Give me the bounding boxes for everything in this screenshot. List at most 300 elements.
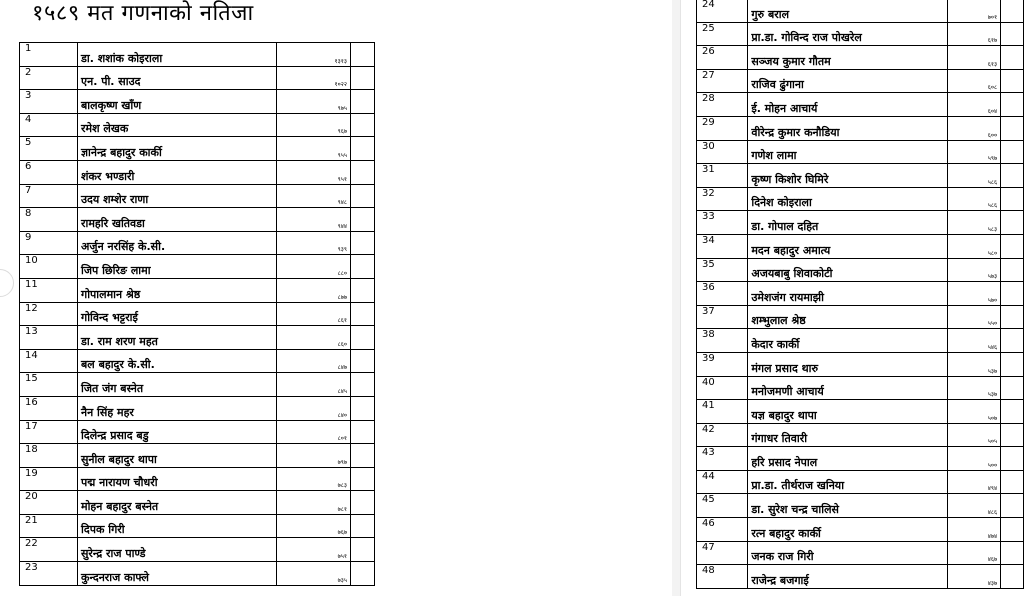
- blank-cell: [351, 562, 375, 586]
- rank-cell: [697, 234, 748, 258]
- rank-cell: [20, 113, 78, 137]
- candidate-name: सञ्जय कुमार गौतम: [751, 54, 831, 68]
- rank-cell: [697, 0, 748, 22]
- candidate-name: पद्म नारायण चौधरी: [81, 476, 158, 490]
- votes-cell: [947, 329, 1000, 353]
- rank-number: 21: [25, 514, 38, 526]
- candidate-name: मदन बहादुर अमात्य: [751, 243, 831, 257]
- votes-cell: [277, 43, 351, 67]
- blank-cell: [1001, 116, 1024, 140]
- votes-cell: [277, 66, 351, 90]
- blank-cell: [1001, 0, 1024, 22]
- votes-cell: [947, 69, 1000, 93]
- candidate-cell: [78, 373, 277, 397]
- results-table-right: [696, 0, 1024, 589]
- blank-cell: [351, 184, 375, 208]
- vote-count: ७३५: [337, 576, 347, 584]
- rank-cell: [20, 562, 78, 586]
- rank-number: 17: [25, 420, 38, 432]
- table-row: [20, 373, 375, 397]
- candidate-cell: [748, 258, 948, 282]
- rank-number: 5: [25, 137, 32, 149]
- rank-number: 1: [25, 43, 32, 54]
- rank-cell: [20, 326, 78, 350]
- candidate-cell: [748, 329, 948, 353]
- blank-cell: [351, 113, 375, 137]
- rank-cell: [697, 305, 748, 329]
- table-row: [697, 0, 1024, 22]
- blank-cell: [351, 43, 375, 67]
- vote-count: ६००: [987, 131, 998, 139]
- candidate-cell: [748, 234, 948, 258]
- rank-cell: [697, 69, 748, 93]
- blank-cell: [351, 514, 375, 538]
- rank-number: 36: [702, 282, 715, 294]
- blank-cell: [1001, 494, 1024, 518]
- candidate-name: कृष्ण किशोर घिमिरे: [751, 172, 829, 186]
- table-row: [20, 420, 375, 444]
- vote-count: ५८३: [987, 225, 998, 233]
- candidate-cell: [78, 491, 277, 515]
- votes-cell: [947, 518, 1000, 542]
- candidate-name: वीरेन्द्र कुमार कनौडिया: [751, 125, 840, 139]
- rank-cell: [697, 258, 748, 282]
- rank-cell: [20, 538, 78, 562]
- vote-count: १३१३: [334, 57, 347, 65]
- vote-count: ८०१: [337, 435, 347, 443]
- candidate-name: गोविन्द भट्टराई: [81, 311, 138, 325]
- blank-cell: [351, 137, 375, 161]
- vote-count: ५८६: [987, 202, 998, 210]
- candidate-name: मोहन बहादुर बस्नेत: [81, 499, 159, 513]
- blank-cell: [1001, 518, 1024, 542]
- candidate-name: गुरु बराल: [751, 7, 790, 21]
- votes-cell: [277, 302, 351, 326]
- rank-cell: [20, 255, 78, 279]
- candidate-name: रत्न बहादुर कार्की: [751, 526, 821, 540]
- blank-cell: [1001, 541, 1024, 565]
- rank-number: 10: [25, 255, 38, 267]
- candidate-cell: [78, 420, 277, 444]
- votes-cell: [947, 164, 1000, 188]
- vote-count: ५९७: [987, 155, 998, 163]
- table-row: [697, 565, 1024, 589]
- candidate-name: दिपक गिरी: [81, 523, 125, 537]
- candidate-name: डा. गोपाल दहित: [751, 219, 819, 233]
- rank-number: 12: [25, 302, 38, 314]
- blank-cell: [1001, 22, 1024, 46]
- blank-cell: [351, 467, 375, 491]
- candidate-name: शम्भुलाल श्रेष्ठ: [751, 314, 806, 328]
- table-row: [697, 211, 1024, 235]
- candidate-cell: [748, 376, 948, 400]
- rank-cell: [697, 423, 748, 447]
- rank-number: 9: [25, 231, 32, 243]
- candidate-name: प्रा.डा. तीर्थराज खनिया: [751, 479, 845, 493]
- rank-number: 26: [702, 46, 715, 58]
- vote-count: ८६०: [337, 340, 347, 348]
- blank-cell: [351, 538, 375, 562]
- candidate-name: रमेश लेखक: [81, 122, 129, 136]
- rank-cell: [697, 211, 748, 235]
- candidate-name: मंगल प्रसाद थारु: [751, 361, 819, 375]
- table-row: [20, 160, 375, 184]
- votes-cell: [947, 187, 1000, 211]
- vote-count: ४९४: [987, 485, 998, 493]
- vote-count: ४६७: [987, 556, 998, 564]
- candidate-name: सुनील बहादुर थापा: [81, 452, 157, 466]
- blank-cell: [351, 326, 375, 350]
- candidate-cell: [78, 160, 277, 184]
- rank-cell: [697, 282, 748, 306]
- candidate-name: गंगाधर तिवारी: [751, 432, 808, 446]
- rank-cell: [20, 491, 78, 515]
- candidate-name: दिनेश कोइराला: [751, 196, 812, 210]
- page-gap: [672, 0, 680, 596]
- rank-number: 32: [702, 187, 715, 199]
- rank-cell: [20, 66, 78, 90]
- votes-cell: [947, 423, 1000, 447]
- rank-cell: [697, 400, 748, 424]
- rank-cell: [20, 184, 78, 208]
- table-row: [20, 562, 375, 586]
- rank-cell: [697, 164, 748, 188]
- votes-cell: [947, 400, 1000, 424]
- blank-cell: [1001, 400, 1024, 424]
- candidate-cell: [78, 90, 277, 114]
- rank-cell: [20, 302, 78, 326]
- votes-cell: [947, 470, 1000, 494]
- candidate-cell: [78, 349, 277, 373]
- candidate-cell: [78, 66, 277, 90]
- rank-cell: [20, 231, 78, 255]
- candidate-cell: [78, 514, 277, 538]
- table-row: [697, 541, 1024, 565]
- rank-number: 15: [25, 373, 38, 385]
- blank-cell: [1001, 470, 1024, 494]
- votes-cell: [277, 113, 351, 137]
- candidate-cell: [748, 494, 948, 518]
- votes-cell: [947, 0, 1000, 22]
- vote-count: ४८६: [987, 509, 998, 517]
- table-row: [697, 140, 1024, 164]
- votes-cell: [277, 137, 351, 161]
- blank-cell: [351, 278, 375, 302]
- table-row: [20, 396, 375, 420]
- table-row: [697, 258, 1024, 282]
- candidate-name: एन. पी. साउद: [81, 75, 141, 89]
- blank-cell: [1001, 69, 1024, 93]
- vote-count: ९५१: [337, 175, 347, 183]
- candidate-name: केदार कार्की: [751, 337, 800, 351]
- candidate-name: बालकृष्ण खाँण: [81, 98, 142, 112]
- vote-count: ७५१: [337, 553, 347, 561]
- blank-cell: [1001, 46, 1024, 70]
- rank-cell: [697, 22, 748, 46]
- table-row: [697, 376, 1024, 400]
- rank-number: 43: [702, 447, 715, 459]
- rank-cell: [20, 444, 78, 468]
- rank-number: 19: [25, 467, 38, 479]
- candidate-cell: [748, 69, 948, 93]
- vote-count: ५४६: [987, 343, 998, 351]
- candidate-name: उमेशजंग रायमाझी: [751, 290, 824, 304]
- candidate-cell: [78, 43, 277, 67]
- votes-cell: [947, 93, 1000, 117]
- results-table-left: [19, 42, 375, 586]
- blank-cell: [1001, 282, 1024, 306]
- rank-cell: [20, 373, 78, 397]
- candidate-cell: [78, 113, 277, 137]
- candidate-cell: [78, 538, 277, 562]
- candidate-cell: [748, 0, 948, 22]
- votes-cell: [277, 208, 351, 232]
- votes-cell: [277, 326, 351, 350]
- candidate-name: राजेन्द्र बजगाई: [751, 573, 809, 587]
- vote-count: ८७७: [337, 293, 347, 301]
- rank-number: 3: [25, 90, 32, 102]
- rank-number: 11: [25, 278, 38, 290]
- candidate-name: ई. मोहन आचार्य: [751, 101, 818, 115]
- vote-count: ५००: [987, 461, 998, 469]
- rank-number: 23: [25, 562, 38, 574]
- candidate-cell: [748, 46, 948, 70]
- vote-count: ७८३: [337, 482, 347, 490]
- rank-cell: [697, 447, 748, 471]
- table-row: [697, 187, 1024, 211]
- rank-cell: [20, 90, 78, 114]
- candidate-name: डा. शशांक कोइराला: [81, 51, 163, 65]
- candidate-name: अर्जुन नरसिंह के.सी.: [81, 240, 166, 254]
- table-row: [20, 208, 375, 232]
- table-row: [20, 137, 375, 161]
- candidate-cell: [78, 326, 277, 350]
- rank-number: 13: [25, 326, 38, 338]
- votes-cell: [947, 234, 1000, 258]
- rank-number: 7: [25, 184, 32, 196]
- blank-cell: [1001, 211, 1024, 235]
- votes-cell: [277, 444, 351, 468]
- rank-number: 25: [702, 22, 715, 34]
- votes-cell: [947, 282, 1000, 306]
- rank-number: 39: [702, 352, 715, 364]
- rank-number: 34: [702, 234, 715, 246]
- rank-number: 14: [25, 349, 38, 361]
- rank-cell: [697, 187, 748, 211]
- blank-cell: [1001, 376, 1024, 400]
- table-row: [697, 423, 1024, 447]
- candidate-name: नैन सिंह महर: [81, 405, 134, 419]
- rank-number: 37: [702, 305, 715, 317]
- candidate-cell: [78, 208, 277, 232]
- vote-count: ७८१: [337, 505, 347, 513]
- candidate-cell: [78, 137, 277, 161]
- rank-number: 35: [702, 258, 715, 270]
- candidate-cell: [748, 116, 948, 140]
- vote-count: १०२२: [334, 81, 347, 89]
- votes-cell: [947, 494, 1000, 518]
- table-row: [20, 538, 375, 562]
- votes-cell: [947, 22, 1000, 46]
- rank-number: 24: [702, 0, 715, 10]
- rank-number: 31: [702, 164, 715, 176]
- table-row: [697, 305, 1024, 329]
- rank-cell: [20, 278, 78, 302]
- candidate-name: डा. राम शरण महत: [81, 334, 158, 348]
- votes-cell: [277, 278, 351, 302]
- rank-cell: [697, 93, 748, 117]
- candidate-cell: [748, 352, 948, 376]
- rank-number: 30: [702, 140, 715, 152]
- blank-cell: [351, 444, 375, 468]
- rank-number: 44: [702, 470, 715, 482]
- candidate-name: शंकर भण्डारी: [81, 169, 135, 183]
- table-row: [697, 400, 1024, 424]
- candidate-cell: [78, 231, 277, 255]
- table-row: [20, 444, 375, 468]
- candidate-cell: [748, 565, 948, 589]
- table-row: [697, 46, 1024, 70]
- candidate-name: ज्ञानेन्द्र बहादुर कार्की: [81, 145, 162, 159]
- votes-cell: [947, 565, 1000, 589]
- candidate-cell: [748, 470, 948, 494]
- blank-cell: [351, 90, 375, 114]
- rank-cell: [697, 470, 748, 494]
- votes-cell: [947, 116, 1000, 140]
- blank-cell: [1001, 140, 1024, 164]
- rank-cell: [697, 518, 748, 542]
- rank-number: 8: [25, 208, 32, 220]
- votes-cell: [947, 305, 1000, 329]
- candidate-name: अजयबाबु शिवाकोटी: [751, 267, 833, 281]
- rank-number: 6: [25, 160, 32, 172]
- votes-cell: [947, 46, 1000, 70]
- candidate-cell: [748, 282, 948, 306]
- rank-number: 40: [702, 376, 715, 388]
- vote-count: ९४८: [337, 199, 347, 207]
- votes-cell: [277, 562, 351, 586]
- candidate-cell: [748, 164, 948, 188]
- table-row: [20, 184, 375, 208]
- candidate-cell: [78, 302, 277, 326]
- candidate-name: दिलेन्द्र प्रसाद बडु: [81, 429, 149, 443]
- table-row: [697, 282, 1024, 306]
- rank-number: 47: [702, 541, 715, 553]
- candidate-cell: [748, 305, 948, 329]
- vote-count: ९७५: [337, 104, 347, 112]
- table-row: [697, 164, 1024, 188]
- blank-cell: [351, 66, 375, 90]
- candidate-cell: [748, 22, 948, 46]
- page-scroll-marker[interactable]: [0, 269, 14, 297]
- vote-count: ४३७: [987, 579, 998, 587]
- table-row: [20, 491, 375, 515]
- blank-cell: [1001, 187, 1024, 211]
- table-row: [697, 22, 1024, 46]
- rank-number: 27: [702, 69, 715, 81]
- votes-cell: [277, 396, 351, 420]
- blank-cell: [351, 491, 375, 515]
- vote-count: ८४७: [337, 364, 347, 372]
- rank-cell: [20, 467, 78, 491]
- candidate-cell: [78, 396, 277, 420]
- blank-cell: [1001, 423, 1024, 447]
- vote-count: ५८०: [987, 249, 998, 257]
- rank-number: 16: [25, 396, 38, 408]
- blank-cell: [1001, 305, 1024, 329]
- candidate-name: मनोजमणी आचार्य: [751, 385, 824, 399]
- vote-count: ६०४: [987, 107, 998, 115]
- vote-count: ५३७: [987, 391, 998, 399]
- candidate-cell: [748, 211, 948, 235]
- vote-count: ८८०: [337, 269, 347, 277]
- table-row: [20, 231, 375, 255]
- page-title: १५८९ मत गणनाको नतिजा: [32, 1, 254, 26]
- votes-cell: [277, 184, 351, 208]
- blank-cell: [351, 231, 375, 255]
- rank-number: 18: [25, 444, 38, 456]
- blank-cell: [351, 160, 375, 184]
- rank-cell: [20, 137, 78, 161]
- vote-count: ८६१: [337, 317, 347, 325]
- candidate-cell: [748, 140, 948, 164]
- rank-number: 20: [25, 491, 38, 503]
- table-row: [20, 326, 375, 350]
- blank-cell: [351, 396, 375, 420]
- vote-count: ५०७: [987, 414, 998, 422]
- table-row: [20, 302, 375, 326]
- table-row: [20, 278, 375, 302]
- candidate-cell: [748, 447, 948, 471]
- vote-count: ५८६: [987, 178, 998, 186]
- rank-number: 33: [702, 211, 715, 223]
- table-row: [697, 234, 1024, 258]
- table-row: [697, 518, 1024, 542]
- rank-number: 45: [702, 494, 715, 506]
- vote-count: ६१७: [987, 37, 998, 45]
- candidate-cell: [78, 255, 277, 279]
- candidate-cell: [748, 93, 948, 117]
- rank-cell: [20, 420, 78, 444]
- candidate-name: सुरेन्द्र राज पाण्डे: [81, 547, 146, 561]
- rank-number: 2: [25, 66, 32, 78]
- table-row: [697, 69, 1024, 93]
- candidate-name: बल बहादुर के.सी.: [81, 358, 155, 372]
- vote-count: ६०८: [987, 84, 998, 92]
- candidate-cell: [748, 187, 948, 211]
- vote-count: ६१३: [987, 60, 998, 68]
- table-row: [697, 470, 1024, 494]
- vote-count: ८४०: [337, 411, 347, 419]
- candidate-cell: [748, 423, 948, 447]
- rank-cell: [697, 352, 748, 376]
- vote-count: ७९७: [337, 458, 347, 466]
- candidate-name: यज्ञ बहादुर थापा: [751, 408, 817, 422]
- rank-cell: [697, 376, 748, 400]
- votes-cell: [277, 467, 351, 491]
- blank-cell: [351, 255, 375, 279]
- votes-cell: [947, 211, 1000, 235]
- candidate-name: प्रा.डा. गोविन्द राज पोखरेल: [751, 31, 862, 45]
- votes-cell: [277, 349, 351, 373]
- rank-number: 48: [702, 565, 715, 577]
- blank-cell: [351, 420, 375, 444]
- vote-count: ५७३: [987, 273, 998, 281]
- candidate-name: जिप छिरिङ लामा: [81, 263, 151, 277]
- candidate-cell: [748, 541, 948, 565]
- candidate-name: कुन्दनराज काफ्ले: [81, 570, 149, 584]
- votes-cell: [947, 258, 1000, 282]
